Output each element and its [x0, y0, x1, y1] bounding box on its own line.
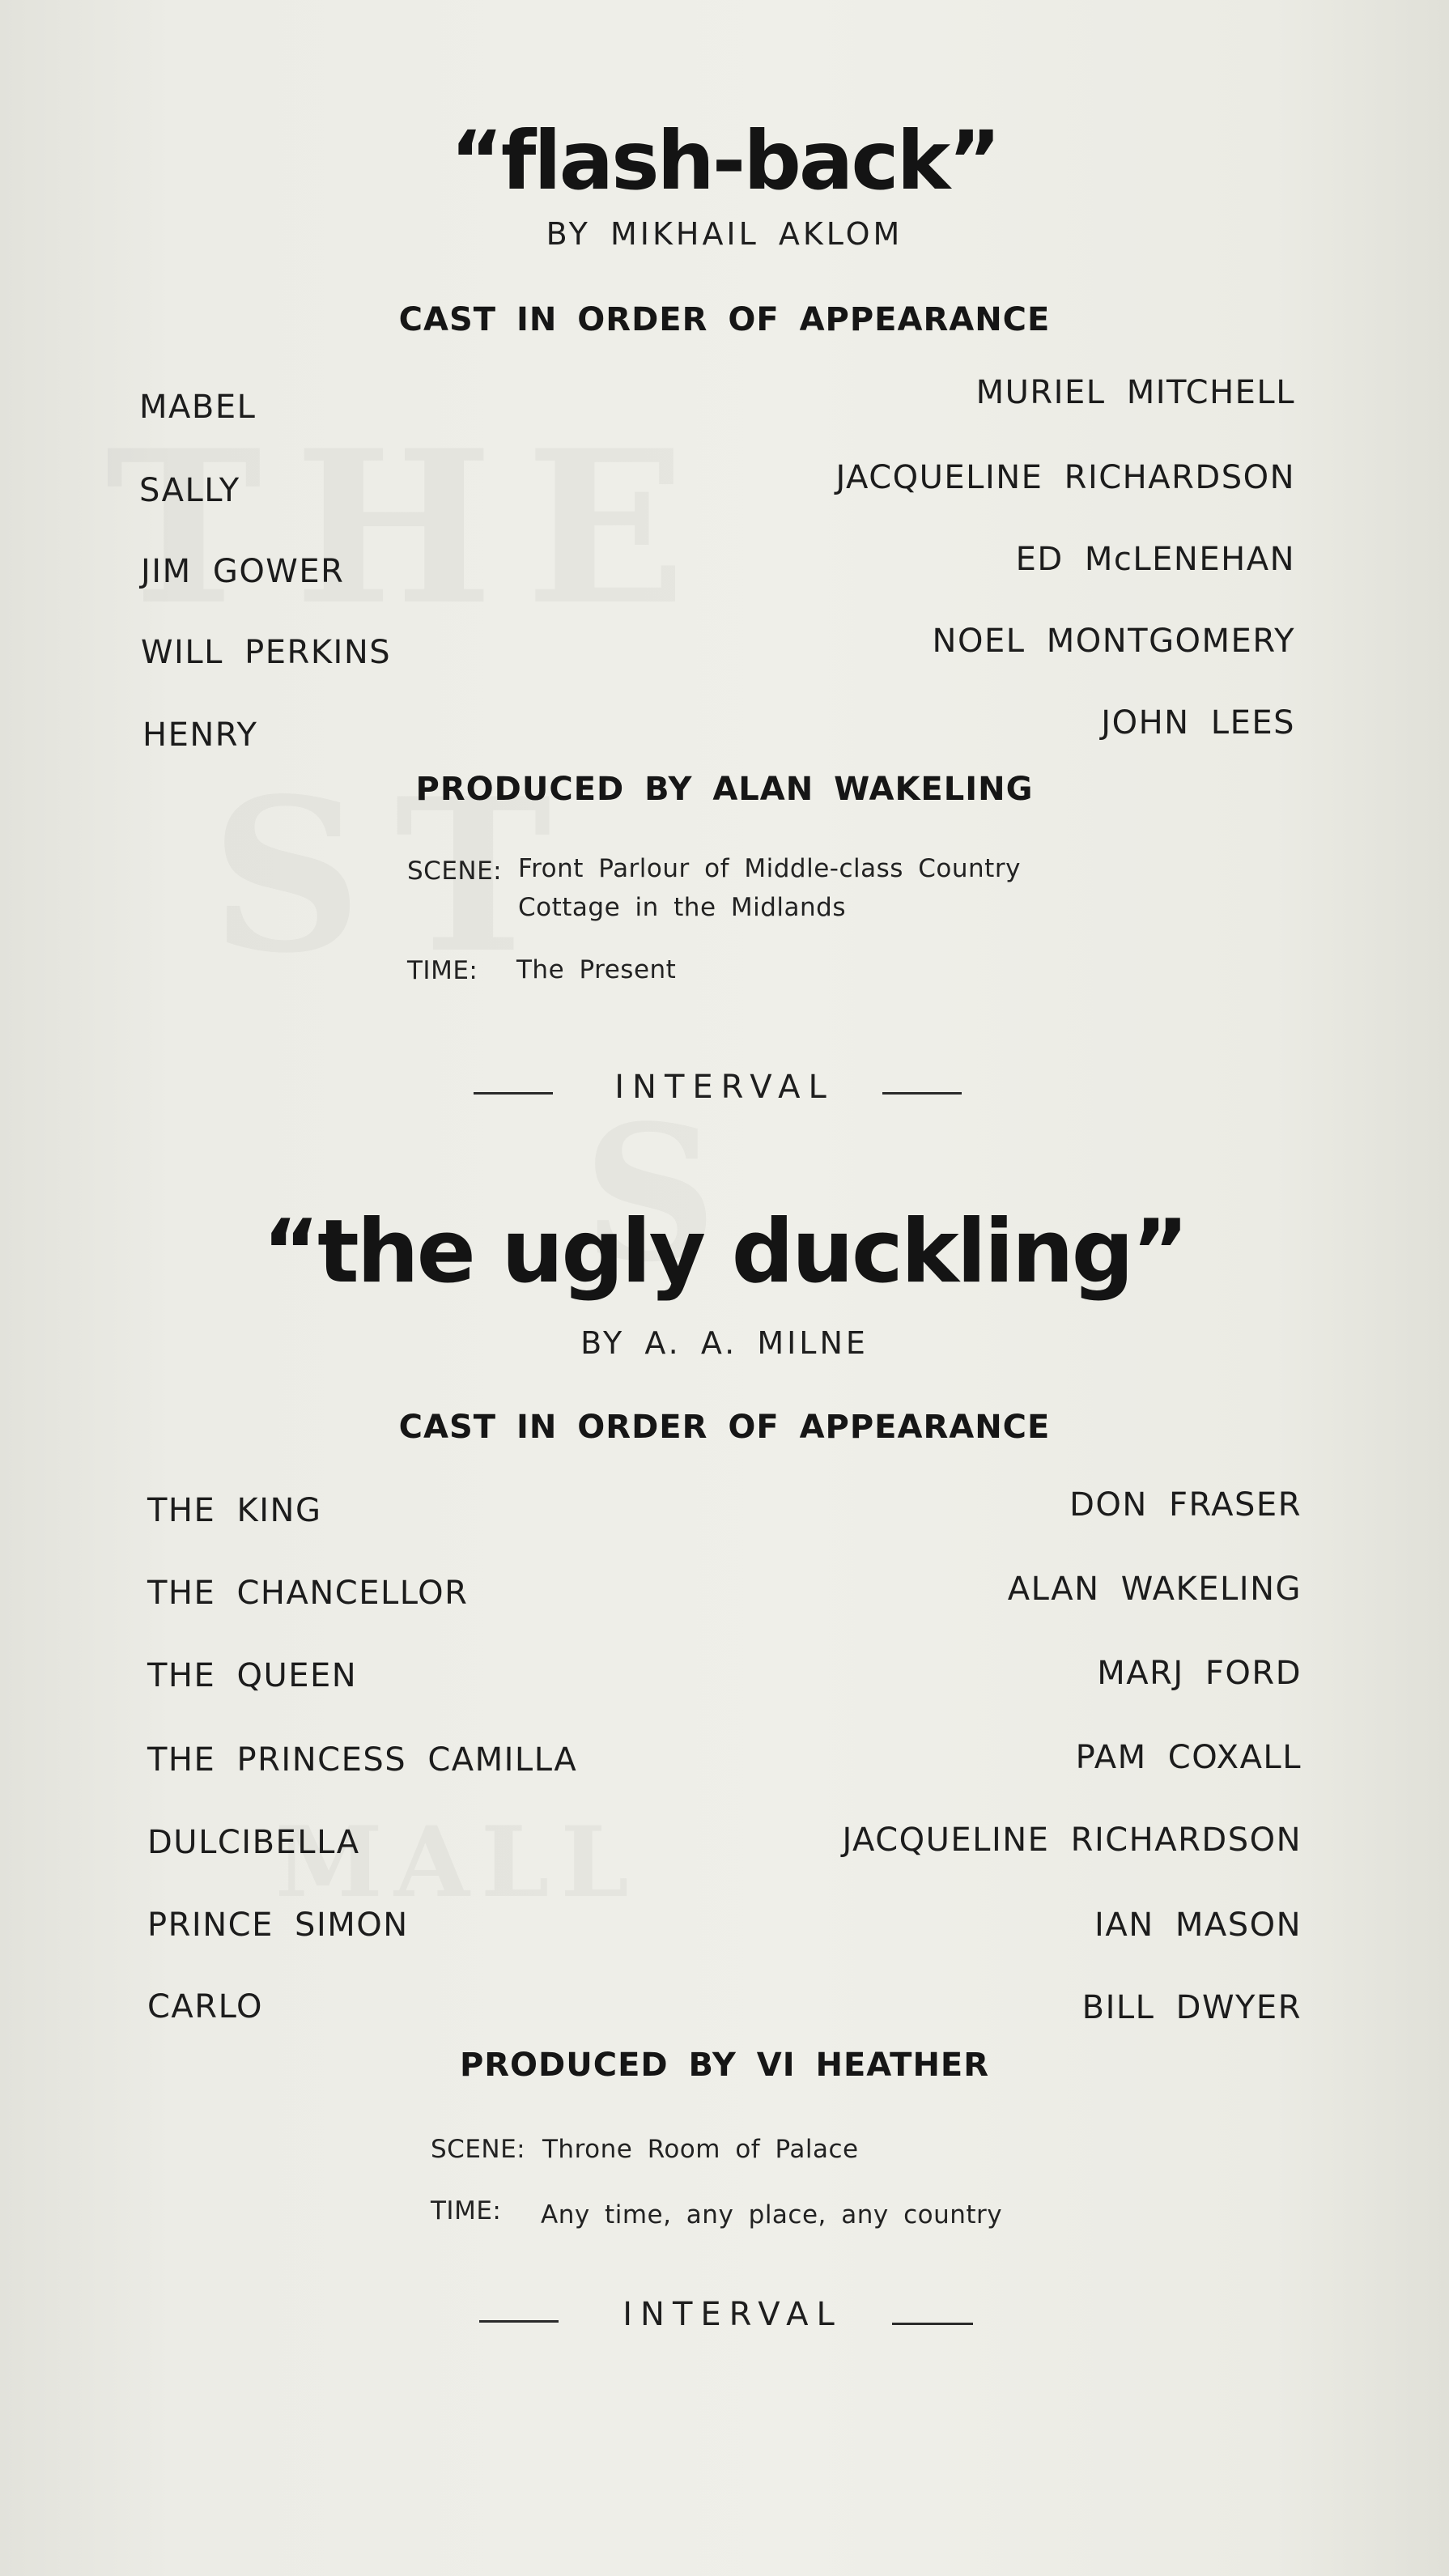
scene-description: Throne Room of Palace	[542, 2135, 859, 2164]
scene-label: SCENE:	[407, 857, 503, 886]
play-title: “flash-back”	[450, 113, 999, 208]
show-through-text	[275, 1805, 640, 1919]
cast-actor: ED McLENEHAN	[1015, 541, 1295, 578]
cast-actor: NOEL MONTGOMERY	[932, 623, 1295, 660]
time-value: The Present	[516, 955, 677, 984]
cast-heading: CAST IN ORDER OF APPEARANCE	[398, 1409, 1051, 1446]
scene-description: Front Parlour of Middle-class Country	[518, 854, 1021, 883]
cast-actor: BILL DWYER	[1081, 1989, 1302, 2026]
time-label: TIME:	[431, 2196, 502, 2225]
interval-label: INTERVAL	[623, 2296, 843, 2333]
cast-actor: IAN MASON	[1094, 1906, 1302, 1944]
play-author: BY A. A. MILNE	[580, 1325, 869, 1361]
interval-label: INTERVAL	[614, 1069, 835, 1106]
cast-role: THE CHANCELLOR	[147, 1575, 469, 1612]
cast-heading: CAST IN ORDER OF APPEARANCE	[398, 301, 1051, 338]
cast-role: PRINCE SIMON	[147, 1906, 409, 1944]
scene-description-continued: Cottage in the Midlands	[518, 893, 846, 922]
cast-role: THE PRINCESS CAMILLA	[147, 1741, 578, 1779]
cast-role: WILL PERKINS	[141, 634, 392, 671]
time-value: Any time, any place, any country	[541, 2200, 1003, 2230]
cast-actor: PAM COXALL	[1075, 1739, 1302, 1776]
time-label: TIME:	[407, 956, 478, 985]
interval-rule-right	[882, 1092, 962, 1095]
cast-actor: JOHN LEES	[1101, 704, 1295, 742]
cast-actor: DON FRASER	[1069, 1486, 1302, 1524]
cast-role: SALLY	[139, 472, 240, 509]
cast-role: CARLO	[147, 1988, 263, 2026]
cast-role: THE QUEEN	[147, 1657, 358, 1694]
cast-role: MABEL	[139, 389, 257, 426]
cast-actor: JACQUELINE RICHARDSON	[835, 459, 1295, 496]
cast-actor: JACQUELINE RICHARDSON	[842, 1821, 1302, 1859]
interval-rule-right	[892, 2323, 973, 2325]
cast-actor: MARJ FORD	[1097, 1655, 1302, 1692]
producer-credit: PRODUCED BY ALAN WAKELING	[415, 771, 1034, 808]
cast-actor: MURIEL MITCHELL	[975, 374, 1295, 411]
cast-role: DULCIBELLA	[147, 1824, 360, 1861]
play-title: “the ugly duckling”	[262, 1201, 1187, 1303]
cast-role: JIM GOWER	[141, 553, 345, 590]
cast-actor: ALAN WAKELING	[1007, 1571, 1302, 1608]
show-through-text	[105, 405, 718, 652]
play-author: BY MIKHAIL AKLOM	[546, 216, 903, 252]
producer-credit: PRODUCED BY VI HEATHER	[459, 2047, 990, 2084]
scene-label: SCENE:	[431, 2135, 526, 2164]
cast-role: HENRY	[142, 716, 258, 754]
cast-role: THE KING	[147, 1492, 322, 1529]
